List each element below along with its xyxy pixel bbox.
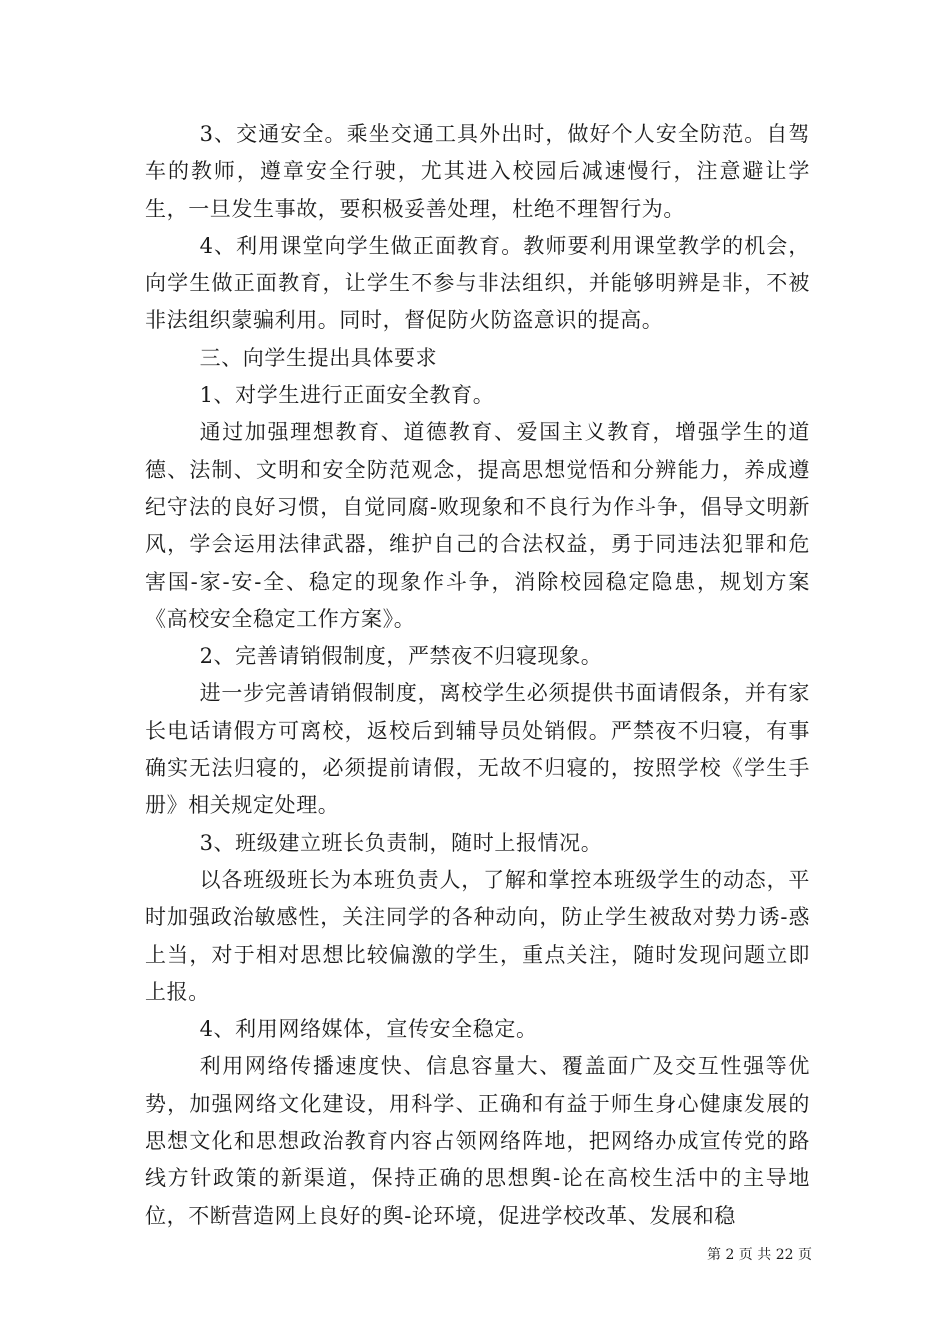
paragraph-traffic-safety: 3、交通安全。乘坐交通工具外出时，做好个人安全防范。自驾车的教师，遵章安全行驶，尤其进入校园后减速慢行，注意避让学生，一旦发生事故，要积极妥善处理，杜绝不理智行为。 [145, 122, 810, 221]
paragraph-classroom-education: 4、利用课堂向学生做正面教育。教师要利用课堂教学的机会，向学生做正面教育，让学生不参与非法组织，并能够明辨是非，不被非法组织蒙骗利用。同时，督促防火防盗意识的提高。 [145, 233, 810, 333]
document-body [145, 116, 810, 1235]
subheading-network-media: 4、利用网络媒体，宣传安全稳定。 [199, 1017, 538, 1042]
page-number: 第 2 页 共 22 页 [707, 1247, 812, 1263]
paragraph-network-media: 利用网络传播速度快、信息容量大、覆盖面广及交互性强等优势，加强网络文化建设，用科学、正确和有益于师生身心健康发展的思想文化和思想政治教育内容占领网络阵地，把网络办成宣传党的路线方针政策的新渠道，保持正确的思想舆-论在高校生活中的主导地位，不断营造网上良好的舆-论环境，促进学校改革、发展和稳 [145, 1054, 810, 1228]
section-heading-student-requirements: 三、向学生提出具体要求 [199, 345, 438, 370]
paragraph-leave-system: 进一步完善请销假制度，离校学生必须提供书面请假条，并有家长电话请假方可离校，返校后到辅导员处销假。严禁夜不归寝，有事确实无法归寝的，必须提前请假，无故不归寝的，按照学校《学生手册》相关规定处理。 [145, 681, 810, 818]
subheading-safety-education: 1、对学生进行正面安全教育。 [199, 383, 495, 408]
subheading-class-monitor: 3、班级建立班长负责制，随时上报情况。 [199, 830, 603, 855]
paragraph-safety-education: 通过加强理想教育、道德教育、爱国主义教育，增强学生的道德、法制、文明和安全防范观念，提高思想觉悟和分辨能力，养成遵纪守法的良好习惯，自觉同腐-败现象和不良行为作斗争，倡导文明新风，学会运用法律武器，维护自己的合法权益，勇于同违法犯罪和危害国-家-安-全、稳定的现象作斗争，消除校园稳定隐患，规划方案《高校安全稳定工作方案》。 [145, 420, 810, 631]
subheading-leave-system: 2、完善请销假制度，严禁夜不归寝现象。 [199, 644, 603, 669]
paragraph-class-monitor: 以各班级班长为本班负责人，了解和掌控本班级学生的动态，平时加强政治敏感性，关注同学的各种动向，防止学生被敌对势力诱-惑上当，对于相对思想比较偏激的学生，重点关注，随时发现问题立即上报。 [145, 867, 810, 1004]
